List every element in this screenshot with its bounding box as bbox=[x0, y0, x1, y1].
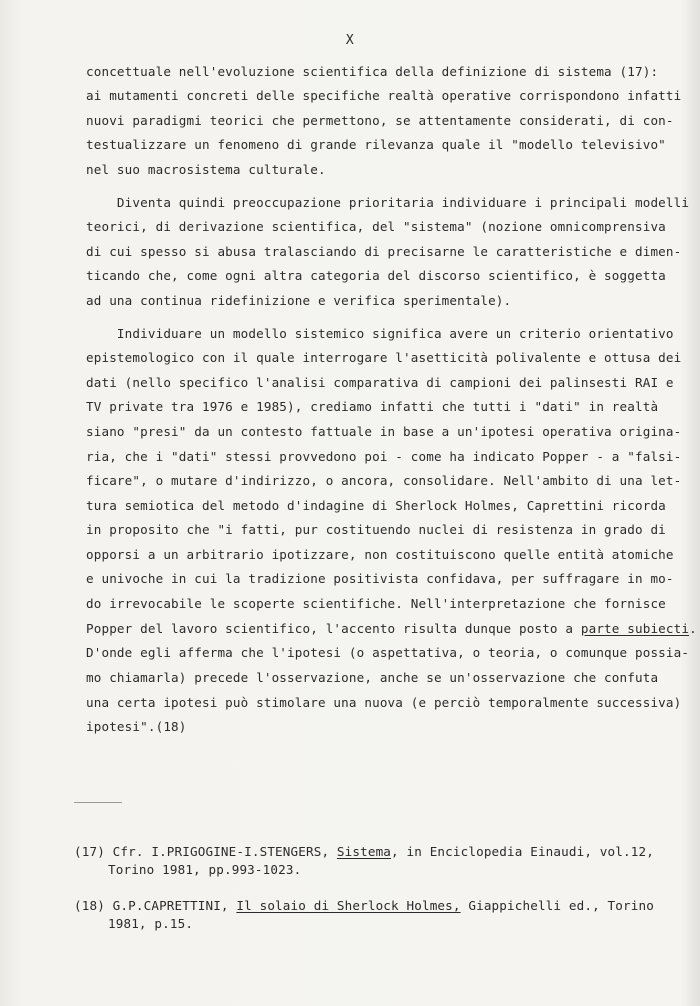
text-line: una certa ipotesi può stimolare una nuova (e perciò temporalmente successiva) bbox=[86, 695, 682, 710]
footnote-17 bbox=[74, 844, 654, 860]
footnote-title: Sistema bbox=[336, 844, 392, 859]
text-line: epistemologico con il quale interrogare l'asetticità polivalente e ottusa dei bbox=[86, 350, 682, 365]
text-line: nuovi paradigmi teorici che permettono, se attentamente considerati, di con- bbox=[86, 113, 674, 128]
text-line: Diventa quindi preoccupazione prioritaria individuare i principali modelli bbox=[86, 195, 690, 210]
text-line: opporsi a un arbitrario ipotizzare, non costituiscono quelle entità atomiche bbox=[86, 547, 674, 562]
footnote-18-continuation: 1981, p.15. bbox=[108, 916, 194, 931]
footnote-number: (17) bbox=[74, 844, 105, 859]
text-segment: Popper del lavoro scientifico, l'accento risulta dunque posto a bbox=[86, 621, 581, 636]
text-line: D'onde egli afferma che l'ipotesi (o aspettativa, o teoria, o comunque possia- bbox=[86, 645, 690, 660]
text-line: ipotesi".(18) bbox=[86, 719, 187, 734]
footnote-title: Il solaio di Sherlock Holmes, bbox=[236, 898, 461, 913]
text-line: do irrevocabile le scoperte scientifiche. Nell'interpretazione che fornisce bbox=[86, 596, 666, 611]
footnote-separator bbox=[74, 802, 122, 803]
page-number: X bbox=[345, 33, 355, 48]
text-segment: G.P.CAPRETTINI, bbox=[112, 898, 237, 913]
text-line: ficare", o mutare d'indirizzo, o ancora, consolidare. Nell'ambito di una let- bbox=[86, 473, 682, 488]
text-line: e univoche in cui la tradizione positivista confidava, per suffragare in mo- bbox=[86, 571, 674, 586]
text-line: mo chiamarla) precede l'osservazione, anche se un'osservazione che confuta bbox=[86, 670, 659, 685]
text-line: ria, che i "dati" stessi provvedono poi - come ha indicato Popper - a "falsi- bbox=[86, 449, 682, 464]
text-line: ad una continua ridefinizione e verifica sperimentale). bbox=[86, 293, 512, 308]
text-line: Individuare un modello sistemico significa avere un criterio orientativo bbox=[86, 326, 674, 341]
footnote-number: (18) bbox=[74, 898, 105, 913]
text-segment: Giappichelli ed., Torino bbox=[460, 898, 654, 913]
text-line: tura semiotica del metodo d'indagine di Sherlock Holmes, Caprettini ricorda bbox=[86, 498, 666, 513]
text-line: nel suo macrosistema culturale. bbox=[86, 162, 326, 177]
text-line: siano "presi" da un contesto fattuale in base a un'ipotesi operativa origina- bbox=[86, 424, 682, 439]
text-line: dati (nello specifico l'analisi comparativa di campioni dei palinsesti RAI e bbox=[86, 375, 674, 390]
text-line: di cui spesso si abusa tralasciando di precisarne le caratteristiche e dimen- bbox=[86, 244, 682, 259]
text-line bbox=[86, 621, 697, 637]
text-line: in proposito che "i fatti, pur costituendo nuclei di resistenza in grado di bbox=[86, 522, 666, 537]
text-segment: . bbox=[689, 621, 697, 636]
text-segment: , in Enciclopedia Einaudi, vol.12, bbox=[391, 844, 654, 859]
footnote-17-continuation: Torino 1981, pp.993-1023. bbox=[108, 862, 302, 877]
text-segment: Cfr. I.PRIGOGINE-I.STENGERS, bbox=[112, 844, 337, 859]
emphasis-parte-subiecti: parte subiecti bbox=[580, 621, 690, 636]
text-line: teorici, di derivazione scientifica, del "sistema" (nozione omnicomprensiva bbox=[86, 219, 666, 234]
footnote-18 bbox=[74, 898, 654, 914]
text-line: ai mutamenti concreti delle specifiche realtà operative corrispondono infatti bbox=[86, 88, 682, 103]
text-line: testualizzare un fenomeno di grande rilevanza quale il "modello televisivo" bbox=[86, 137, 666, 152]
text-line: ticando che, come ogni altra categoria del discorso scientifico, è soggetta bbox=[86, 268, 666, 283]
text-line: concettuale nell'evoluzione scientifica della definizione di sistema (17): bbox=[86, 64, 659, 79]
text-line: TV private tra 1976 e 1985), crediamo infatti che tutti i "dati" in realtà bbox=[86, 399, 659, 414]
